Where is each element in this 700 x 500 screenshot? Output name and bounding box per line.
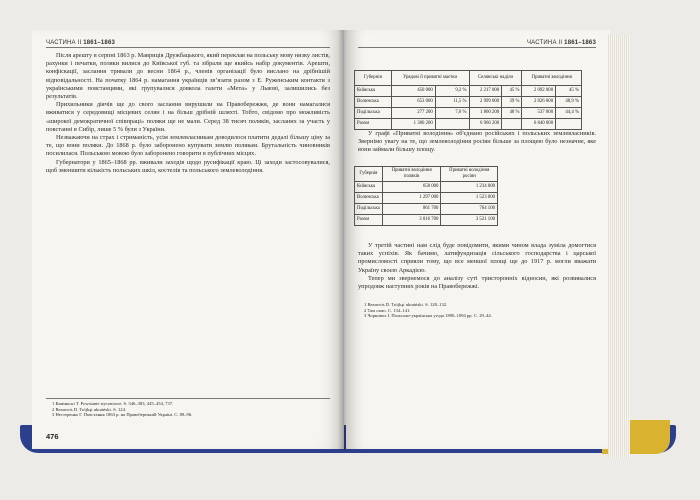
left-body-text — [46, 52, 330, 175]
table-cell: 45 % — [502, 86, 522, 97]
table-cell: 3 521 100 — [441, 215, 498, 226]
table-cell: 1 380 200 — [391, 119, 435, 130]
table-header: Губернія — [355, 167, 383, 182]
table-cell: 658 000 — [382, 182, 441, 193]
table-cell: 11,5 % — [435, 97, 469, 108]
table-cell: 450 000 — [391, 86, 435, 97]
table-row — [355, 97, 582, 108]
page-stack-edge — [608, 34, 630, 458]
table-row — [355, 86, 582, 97]
table-cell: 2 999 000 — [469, 97, 502, 108]
table-cell: Подільська — [355, 204, 383, 215]
right-page — [346, 30, 610, 449]
land-ownership-table — [354, 70, 582, 130]
paragraph: У третій частині нам слід буде повідомити, якими чином влада зуміла домогтися таких успіхів. Як бачимо, латифундизація сільського господарства і царської промисловості сприяли тому, що все меншої площі ще до 1917 р. могли вважати Україну своєю Аркадією. — [358, 242, 596, 274]
table-cell: 861 700 — [382, 204, 441, 215]
table-cell: 6 966 200 — [469, 119, 502, 130]
table-header: Губернія — [355, 71, 392, 86]
left-running-head — [46, 40, 330, 48]
running-head-years: 1861–1863 — [564, 40, 596, 46]
footnote: 1 Каміньскі Т. Powstanie styczniowe. S. 346–383, 445–454, 737. — [52, 401, 174, 406]
running-head-part: ЧАСТИНА II — [46, 40, 82, 46]
table-cell: 9,2 % — [435, 86, 469, 97]
table-cell: Київська — [355, 86, 392, 97]
table-cell: 2 092 000 — [522, 86, 556, 97]
table-cell: Подільська — [355, 108, 392, 119]
table-header: Селянські наділи — [469, 71, 522, 86]
table-cell: 7,6 % — [435, 108, 469, 119]
table-row — [355, 182, 498, 193]
table-cell: Разом — [355, 119, 392, 130]
table-cell: Разом — [355, 215, 383, 226]
footnote: 1 Beauvois D. Trójkąt ukraiński. S. 128–132. — [364, 302, 448, 307]
running-head-years: 1861–1863 — [83, 40, 116, 46]
right-running-head — [358, 40, 596, 48]
left-page — [32, 30, 344, 449]
left-footnotes — [46, 398, 330, 418]
table-cell: 6 840 000 — [522, 119, 556, 130]
right-body-text — [358, 242, 596, 291]
table-row — [355, 215, 498, 226]
table-cell: 277 200 — [391, 108, 435, 119]
table-cell: 653 000 — [391, 97, 435, 108]
table-cell: 2 217 000 — [469, 86, 502, 97]
footnote: 3 Нестеренко Г. Повстання 1863 р. на Правобережній Україні. С. 88–96. — [52, 412, 193, 418]
paragraph: Після арешту в серпні 1863 р. Маврицiя Дружбацького, який переклав на польську мову низку листів, рахунки і печатки, поляки вилися до Київської губ. та зібрали ще якийсь набір документів. Арешти, конфіскації, заслання тривали до весни 1864 р., членів організації було вислано на дрібнішій відповідальності. На початку 1864 р. намагання українців звʼязати разом з Е. Руженським контакти з українськими повстанцями, які групувалися довкола газети «Мета» у Львові, залишились без результатів. — [46, 52, 330, 101]
table-header: Приватні володіння росіян — [441, 167, 498, 182]
table-cell: 48,9 % — [556, 97, 582, 108]
page-number: 476 — [46, 432, 59, 441]
table-cell: Волинська — [355, 97, 392, 108]
running-head-part: ЧАСТИНА II — [526, 40, 563, 46]
table-cell — [556, 119, 582, 130]
table-cell: 39 % — [502, 97, 522, 108]
table-header: Приватні володіння — [522, 71, 582, 86]
table-cell: 537 000 — [522, 108, 556, 119]
table-row — [355, 204, 498, 215]
private-holdings-table — [354, 166, 498, 226]
table-cell: 1 523 000 — [441, 193, 498, 204]
table-cell: 1 234 000 — [441, 182, 498, 193]
paragraph: Тепер ми звернемося до аналізу суті тристоронніх відносин, які розвивалися упродовж наступних років на Правобережжі. — [358, 274, 596, 291]
table-header: Урядові й приватні маєтки — [391, 71, 469, 86]
table-row — [355, 108, 582, 119]
table-cell — [435, 119, 469, 130]
table-cell: 45 % — [556, 86, 582, 97]
paragraph: Незважаючи на страх і стриманість, усім землевласникам доводилося платити дедалі більшу ціну за те, що вони поляки. До 1868 р. було заборонено купувати землю полякам. Брутальність чиновників посилилася. Польською мовою було заборонено говорити в публічних місцях. — [46, 134, 330, 158]
table-cell: 3 016 700 — [382, 215, 441, 226]
table-cell: 1 297 000 — [382, 193, 441, 204]
footnote: 3 Чорновол І. Польсько-українська угода 1890–1894 рр. С. 29–44. — [364, 313, 492, 319]
table-cell — [502, 119, 522, 130]
footnote: 2 Beauvois D. Trójkąt ukraiński. S. 124. — [52, 406, 127, 412]
paragraph: Прихильники діячів ще до свого заслання вирушили на Правобережжя, де вони намагалися вживатися у середовищі місцевих селян і на більш дрібній шляхті. Тобто, свідомо про можливість «широкої демократичної співпраці» поляки ще не мали. Серед 38 тисяч поляків, засланих за участь у повстанні в Сибір, лише 5 % були з України. — [46, 101, 330, 133]
table-row — [355, 193, 498, 204]
table-cell: 44,4 % — [556, 108, 582, 119]
table-cell: Київська — [355, 182, 383, 193]
table-row — [355, 119, 582, 130]
right-footnotes — [358, 302, 596, 319]
table-cell: 48 % — [502, 108, 522, 119]
paragraph: Губернатори у 1865–1868 рр. вживали заходів щодо русифікації краю. Ці заходи застосовувалися, щоб зменшити кількість польських шкіл, костелів та польського землеволодіння. — [46, 158, 330, 174]
footnote: 2 Там само. С. 134–141. — [364, 307, 411, 313]
table-cell: 2 826 000 — [522, 97, 556, 108]
table-cell: 764 100 — [441, 204, 498, 215]
right-paragraph-1 — [358, 130, 596, 155]
table-cell: 1 860 200 — [469, 108, 502, 119]
table-cell: Волинська — [355, 193, 383, 204]
paragraph: У графі «Приватні володіння» об'єднано російських і польських землевласників. Звернімо увагу на те, що землеволодіння росіян більше за площею було незначне, яке вони займали більшу площу. — [358, 130, 596, 154]
table-header: Приватні володіння поляків — [382, 167, 441, 182]
